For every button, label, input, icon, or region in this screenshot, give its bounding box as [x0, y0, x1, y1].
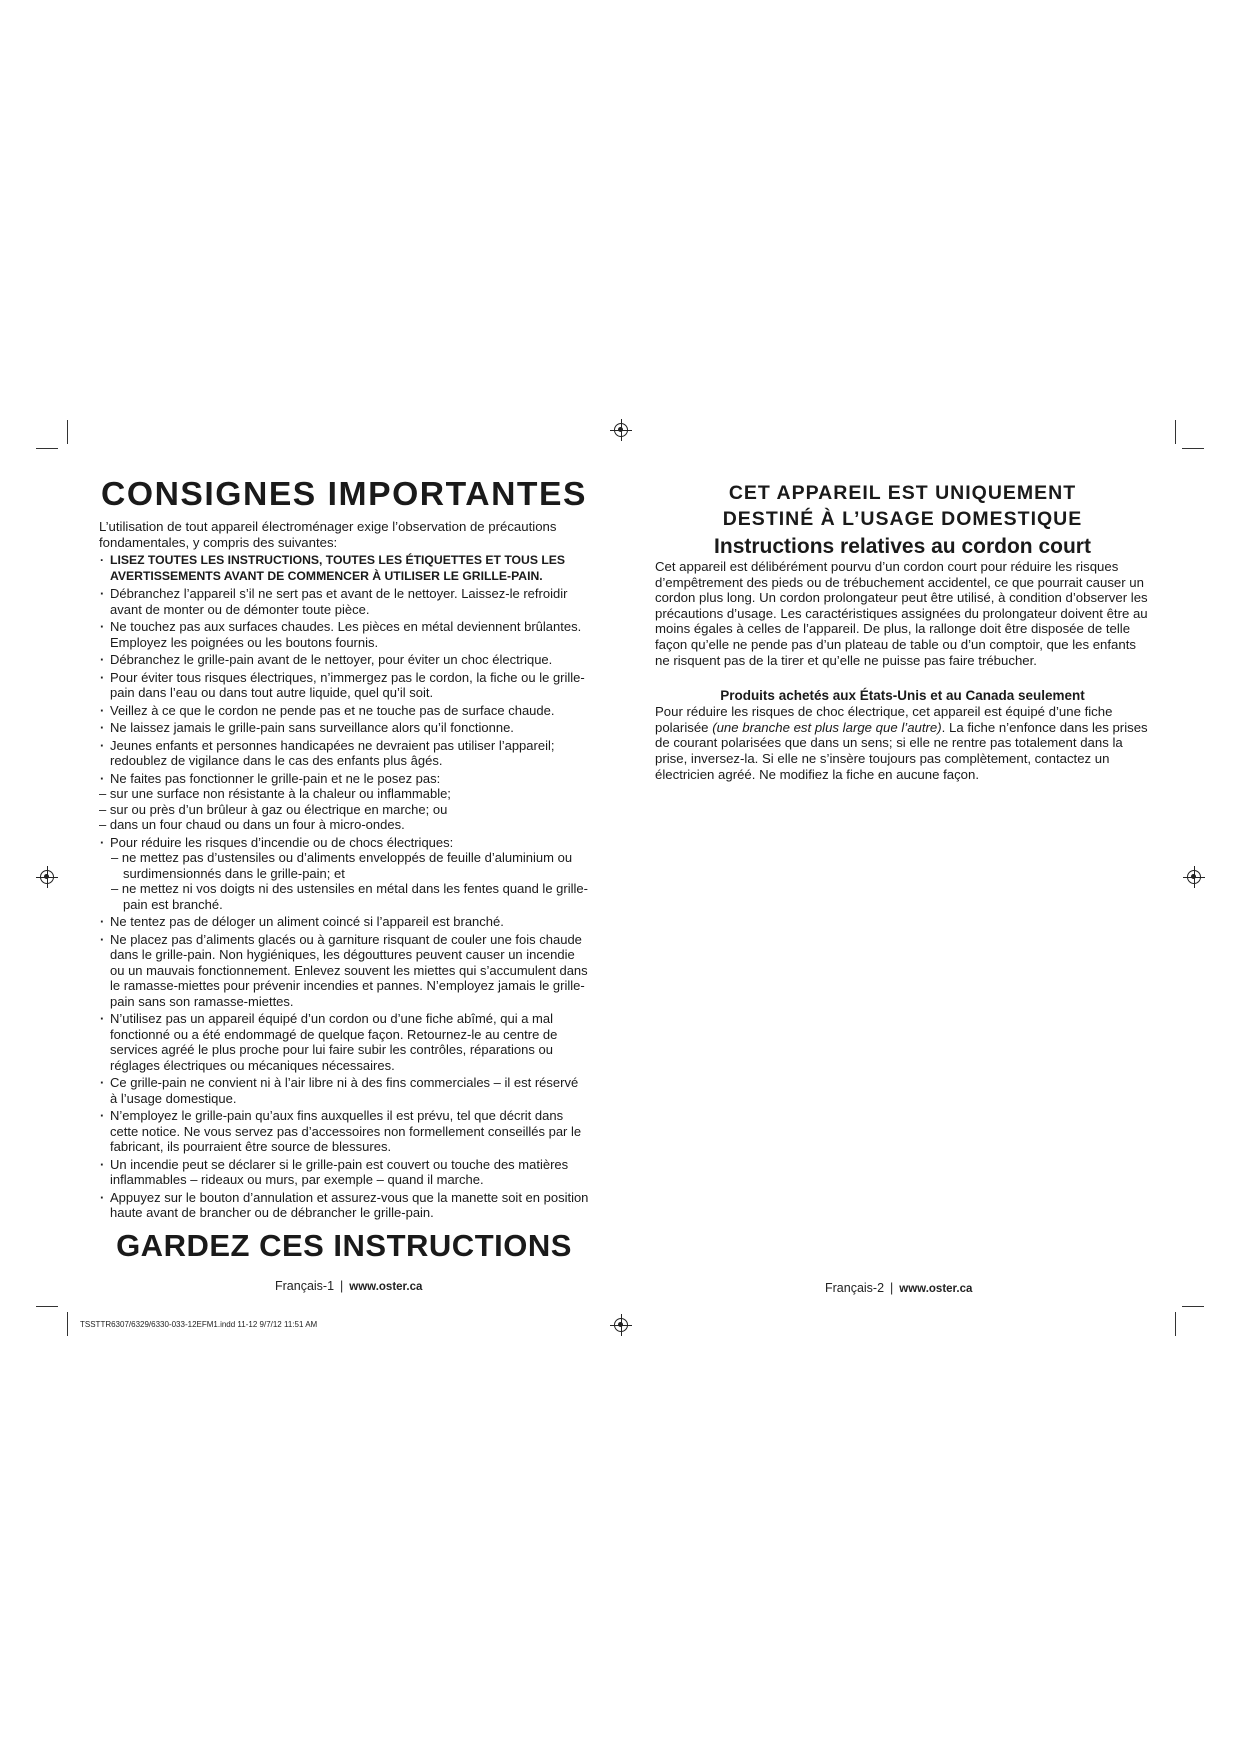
page-title: CONSIGNES IMPORTANTES — [101, 475, 587, 512]
footer-separator: | — [890, 1281, 894, 1295]
list-item-text: Pour réduire les risques d’incendie ou de chocs électriques: — [110, 834, 454, 850]
crop-mark — [1175, 420, 1176, 444]
registration-mark-icon — [1187, 870, 1201, 884]
footer-url-link[interactable]: www.oster.ca — [899, 1283, 973, 1295]
keep-instructions-title: GARDEZ CES INSTRUCTIONS — [116, 1228, 572, 1263]
list-item: · Ne laissez jamais le grille-pain sans surveillance alors qu’il fonctionne. — [99, 720, 589, 736]
list-item: · Appuyez sur le bouton d’annulation et assurez-vous que la manette soit en position haute avant de brancher ou de débrancher le grille-pain. — [99, 1190, 589, 1221]
cord-paragraph: Cet appareil est délibérément pourvu d’un cordon court pour réduire les risques d’empêtrement des pieds ou de trébuchement accidentel, ce que pourrait causer un cordon plus long. Un cordon prolongateur peut être utilisé, à condition d’observer les précautions d’usage. Les caractéristiques assignées du prolongateur doivent être au moins égales à celles de l’appareil. De plus, la rallonge doit être disposée de telle façon qu’elle ne pende pas d’un plateau de table ou d’un comptoir, que les enfants ne risquent pas de la tirer et qu’elle ne puisse pas faire trébucher. — [655, 559, 1148, 668]
page-number: Français-2 — [825, 1281, 885, 1295]
list-item: · Un incendie peut se déclarer si le grille-pain est couvert ou touche des matières inflammables – rideaux ou murs, par exemple – quand il marche. — [99, 1157, 589, 1188]
registration-mark-icon — [614, 423, 628, 437]
registration-mark-icon — [40, 870, 54, 884]
sub-item: – ne mettez ni vos doigts ni des ustensiles en métal dans les fentes quand le grille-pain est branché. — [111, 881, 588, 912]
right-page — [655, 480, 1150, 782]
crop-mark — [1175, 1312, 1176, 1336]
list-item: · Ne tentez pas de déloger un aliment coincé si l’appareil est branché. — [99, 914, 589, 930]
crop-mark — [67, 1312, 68, 1336]
list-item: · Ne placez pas d’aliments glacés ou à garniture risquant de couler une fois chaude dans le grille-pain. Non hygiéniques, les dégouttures peuvent causer un incendie ou un mauvais fonctionnement. Enlevez souvent les miettes qui s’accumulent dans le ramasse-miettes pour prévenir incendies et pannes. N’employez jamais le grille-pain sans son ramasse-miettes. — [99, 932, 589, 1010]
plug-section-title: Produits achetés aux États-Unis et au Canada seulement — [720, 688, 1085, 704]
safety-list — [99, 553, 589, 1221]
list-item: · Ne touchez pas aux surfaces chaudes. Les pièces en métal deviennent brûlantes. Employez les poignées ou les boutons fournis. — [99, 619, 589, 650]
plug-text-b: . La fiche n’enfonce dans les prises de courant polarisées que dans un sens; si elle ne rentre pas totalement dans la prise, inversez-la. Si elle ne s’insère toujours pas complètement, contactez un électricien agréé. Ne modifiez la fiche en aucune façon. — [655, 719, 1148, 782]
sub-list-fire — [99, 850, 589, 912]
sub-list-place — [99, 786, 589, 833]
plug-text-italic: (une branche est plus large que l’autre) — [712, 719, 942, 735]
household-heading-line2: DESTINÉ À L’USAGE DOMESTIQUE — [722, 508, 1083, 530]
sub-item: – sur une surface non résistante à la chaleur ou inflammable; — [99, 786, 451, 801]
sub-item: – dans un four chaud ou dans un four à micro-ondes. — [99, 817, 405, 832]
footer-separator: | — [340, 1279, 344, 1293]
list-item: · Veillez à ce que le cordon ne pende pas et ne touche pas de surface chaude. — [99, 703, 589, 719]
plug-paragraph — [655, 704, 1150, 782]
list-item: · Débranchez le grille-pain avant de le nettoyer, pour éviter un choc électrique. — [99, 652, 589, 668]
list-item: · Ce grille-pain ne convient ni à l’air libre ni à des fins commerciales – il est réservé à l’usage domestique. — [99, 1075, 589, 1106]
crop-mark — [1182, 448, 1204, 449]
list-item: · Pour éviter tous risques électriques, n’immergez pas le cordon, la fiche ou le grille-pain dans l’eau ou dans tout autre liquide, quel qu’il soit. — [99, 670, 589, 701]
right-footer — [825, 1281, 972, 1295]
plug-text-a: Pour réduire les risques de choc électrique, cet appareil est équipé d’une fiche polarisée — [655, 704, 1113, 735]
intro-text: L’utilisation de tout appareil électroménager exige l’observation de précautions fondamentales, y compris des suivantes: — [99, 519, 557, 550]
crop-mark — [67, 420, 68, 444]
page-number: Français-1 — [275, 1279, 335, 1293]
list-item-text: Ne faites pas fonctionner le grille-pain et ne le posez pas: — [110, 770, 441, 786]
list-item: · N’utilisez pas un appareil équipé d’un cordon ou d’une fiche abîmé, qui a mal fonctionné ou a été endommagé de quelque façon. Retournez-le au centre de services agréé le plus proche pour lui faire subir les contrôles, réparations ou réglages électriques ou mécaniques nécessaires. — [99, 1011, 589, 1073]
left-footer — [275, 1279, 422, 1293]
print-slug-line: TSSTTR6307/6329/6330-033-12EFM1.indd 11-12 9/7/12 11:51 AM — [80, 1320, 318, 1329]
household-heading-line1: CET APPAREIL EST UNIQUEMENT — [728, 482, 1077, 504]
list-item: · LISEZ TOUTES LES INSTRUCTIONS, TOUTES LES ÉTIQUETTES ET TOUS LES AVERTISSEMENTS AVANT DE COMMENCER À UTILISER LE GRILLE-PAIN. — [99, 553, 589, 584]
left-page — [99, 475, 589, 1223]
list-item: · Débranchez l’appareil s’il ne sert pas et avant de le nettoyer. Laissez-le refroidir avant de monter ou de démonter toute pièce. — [99, 586, 589, 617]
cord-section-title: Instructions relatives au cordon court — [714, 535, 1091, 558]
list-item — [99, 771, 589, 787]
crop-mark — [36, 448, 58, 449]
list-item: · N’employez le grille-pain qu’aux fins auxquelles il est prévu, tel que décrit dans cette notice. Ne vous servez pas d’accessoires non formellement conseillés par le fabricant, ils pourraient être source de blessures. — [99, 1108, 589, 1155]
sub-item: – ne mettez pas d’ustensiles ou d’aliments enveloppés de feuille d’aluminium ou surdimensionnés dans le grille-pain; et — [111, 850, 573, 881]
sub-item: – sur ou près d’un brûleur à gaz ou électrique en marche; ou — [99, 801, 448, 817]
crop-mark — [36, 1306, 58, 1307]
registration-mark-icon — [614, 1318, 628, 1332]
footer-url-link[interactable]: www.oster.ca — [349, 1281, 423, 1293]
list-item — [99, 835, 589, 851]
list-item: · Jeunes enfants et personnes handicapées ne devraient pas utiliser l’appareil; redoublez de vigilance dans le cas des enfants plus âgés. — [99, 738, 589, 769]
crop-mark — [1182, 1306, 1204, 1307]
